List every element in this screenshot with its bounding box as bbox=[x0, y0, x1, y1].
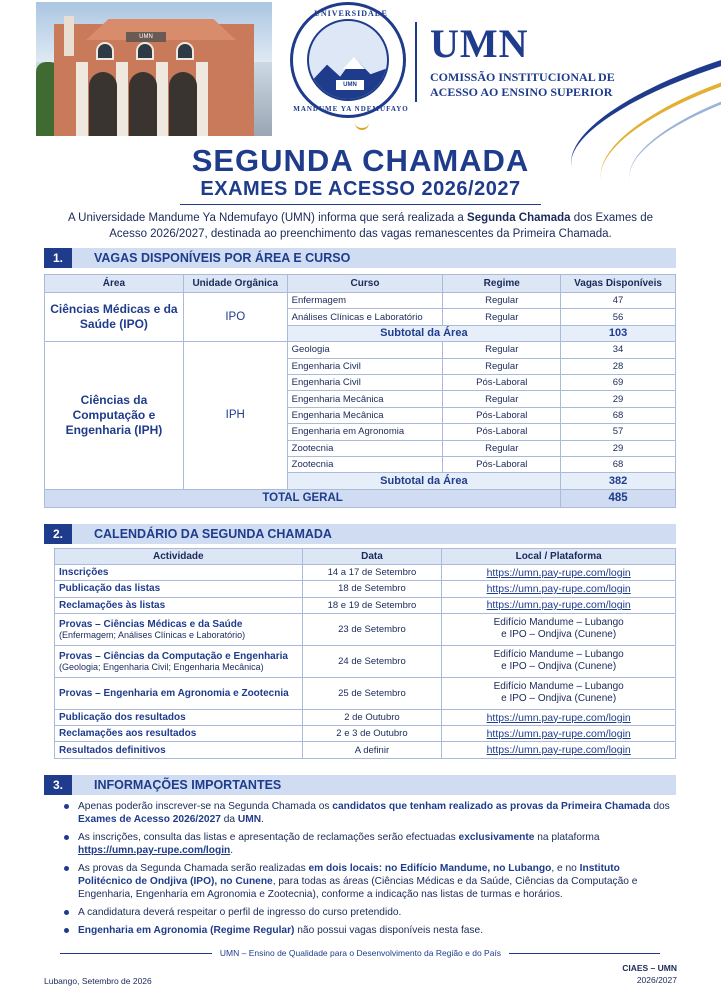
commission-line-1: COMISSÃO INSTITUCIONAL DE bbox=[430, 70, 615, 84]
course-cell: Zootecnia bbox=[287, 456, 443, 472]
platform-link[interactable]: https://umn.pay-rupe.com/login bbox=[442, 565, 676, 581]
footer-org bbox=[622, 962, 677, 986]
date-cell: 18 de Setembro bbox=[302, 581, 442, 597]
regime-cell: Pós-Laboral bbox=[443, 407, 561, 423]
location-cell: Edifício Mandume – Lubango e IPO – Ondjiva (Cunene) bbox=[442, 645, 676, 677]
course-cell: Zootecnia bbox=[287, 440, 443, 456]
date-cell: 14 a 17 de Setembro bbox=[302, 565, 442, 581]
vacancies-cell: 47 bbox=[561, 293, 676, 309]
area-name: Ciências da Computação e Engenharia (IPH) bbox=[45, 342, 184, 490]
header-divider bbox=[415, 22, 417, 102]
regime-cell: Regular bbox=[443, 358, 561, 374]
course-cell: Engenharia Mecânica bbox=[287, 407, 443, 423]
vacancies-cell: 69 bbox=[561, 374, 676, 390]
mountain-icon bbox=[309, 55, 389, 101]
col-header-course: Curso bbox=[287, 275, 443, 293]
course-cell: Engenharia Mecânica bbox=[287, 391, 443, 407]
col-header-unit: Unidade Orgânica bbox=[183, 275, 287, 293]
footer-place-date: Lubango, Setembro de 2026 bbox=[44, 976, 152, 986]
subtotal-value: 103 bbox=[561, 325, 676, 341]
book-icon: UMN bbox=[335, 79, 365, 91]
list-item: As inscrições, consulta das listas e apresentação de reclamações serão efectuadas exclusivamente na plataforma https://umn.pay-rupe.com/login. bbox=[62, 831, 676, 857]
col-header-activity: Actividade bbox=[55, 549, 303, 565]
vacancies-cell: 57 bbox=[561, 424, 676, 440]
total-row bbox=[45, 489, 676, 507]
header bbox=[0, 0, 721, 138]
total-value: 485 bbox=[561, 489, 676, 507]
course-cell: Enfermagem bbox=[287, 293, 443, 309]
vacancies-cell: 28 bbox=[561, 358, 676, 374]
course-cell: Engenharia Civil bbox=[287, 358, 443, 374]
activity-cell: Resultados definitivos bbox=[55, 742, 303, 758]
date-cell: 25 de Setembro bbox=[302, 677, 442, 709]
activity-cell: Inscrições bbox=[55, 565, 303, 581]
seal-text-bottom: MANDUME YA NDEMUFAYO bbox=[293, 105, 409, 113]
vacancies-cell: 29 bbox=[561, 391, 676, 407]
table-row bbox=[55, 677, 676, 709]
regime-cell: Regular bbox=[443, 309, 561, 325]
table-row bbox=[55, 645, 676, 677]
date-cell: 23 de Setembro bbox=[302, 613, 442, 645]
course-cell: Análises Clínicas e Laboratório bbox=[287, 309, 443, 325]
regime-cell: Pós-Laboral bbox=[443, 424, 561, 440]
section-3-header bbox=[44, 775, 676, 795]
title-divider bbox=[180, 204, 541, 205]
table-row bbox=[55, 742, 676, 758]
location-cell: Edifício Mandume – Lubango e IPO – Ondjiva (Cunene) bbox=[442, 613, 676, 645]
activity-cell: Provas – Ciências Médicas e da Saúde (Enfermagem; Análises Clínicas e Laboratório) bbox=[55, 613, 303, 645]
table-header-row bbox=[45, 275, 676, 293]
table-row bbox=[55, 581, 676, 597]
footer-year: 2026/2027 bbox=[636, 975, 677, 985]
platform-link[interactable]: https://umn.pay-rupe.com/login bbox=[78, 845, 231, 856]
table-row bbox=[45, 342, 676, 358]
section-1-number: 1. bbox=[44, 248, 72, 268]
activity-cell: Publicação das listas bbox=[55, 581, 303, 597]
commission-name bbox=[430, 70, 650, 100]
activity-cell: Publicação dos resultados bbox=[55, 709, 303, 725]
subtotal-label: Subtotal da Área bbox=[287, 325, 560, 341]
calendar-table bbox=[54, 548, 676, 759]
footer-tagline: UMN – Ensino de Qualidade para o Desenvolvimento da Região e do País bbox=[0, 948, 721, 958]
section-2-number: 2. bbox=[44, 524, 72, 544]
unit-name: IPH bbox=[183, 342, 287, 490]
course-cell: Engenharia em Agronomia bbox=[287, 424, 443, 440]
list-item: As provas da Segunda Chamada serão realizadas em dois locais: no Edifício Mandume, no Lubango, e no Instituto Politécnico de Ondjiva (IPO), no Cunene, para todas as áreas (Ciências Médicas e da Saúde, Ciências da Computação e Engenharia, Engenharia em Agronomia e Zootecnia), conforme a indicação nas listas de turmas e horários. bbox=[62, 862, 676, 901]
area-name: Ciências Médicas e da Saúde (IPO) bbox=[45, 293, 184, 342]
laurel-ornament-icon bbox=[355, 122, 369, 130]
activity-cell: Provas – Engenharia em Agronomia e Zootecnia bbox=[55, 677, 303, 709]
col-header-vacancies: Vagas Disponíveis bbox=[561, 275, 676, 293]
subtotal-value: 382 bbox=[561, 473, 676, 489]
vacancies-cell: 68 bbox=[561, 456, 676, 472]
col-header-location: Local / Plataforma bbox=[442, 549, 676, 565]
regime-cell: Regular bbox=[443, 391, 561, 407]
table-row bbox=[55, 613, 676, 645]
table-header-row bbox=[55, 549, 676, 565]
list-item: A candidatura deverá respeitar o perfil de ingresso do curso pretendido. bbox=[62, 906, 676, 919]
university-seal bbox=[290, 2, 409, 118]
table-row bbox=[55, 597, 676, 613]
col-header-area: Área bbox=[45, 275, 184, 293]
date-cell: 18 e 19 de Setembro bbox=[302, 597, 442, 613]
photo-sign: UMN bbox=[126, 32, 166, 42]
vacancies-cell: 29 bbox=[561, 440, 676, 456]
date-cell: 24 de Setembro bbox=[302, 645, 442, 677]
subtotal-label: Subtotal da Área bbox=[287, 473, 560, 489]
important-info-list bbox=[62, 800, 676, 942]
platform-link[interactable]: https://umn.pay-rupe.com/login bbox=[442, 597, 676, 613]
platform-link[interactable]: https://umn.pay-rupe.com/login bbox=[442, 581, 676, 597]
university-building-photo bbox=[36, 2, 272, 136]
regime-cell: Pós-Laboral bbox=[443, 374, 561, 390]
col-header-regime: Regime bbox=[443, 275, 561, 293]
regime-cell: Regular bbox=[443, 440, 561, 456]
list-item: Apenas poderão inscrever-se na Segunda Chamada os candidatos que tenham realizado as provas da Primeira Chamada dos Exames de Acesso 2026/2027 da UMN. bbox=[62, 800, 676, 826]
table-row bbox=[55, 565, 676, 581]
activity-cell: Reclamações aos resultados bbox=[55, 726, 303, 742]
col-header-date: Data bbox=[302, 549, 442, 565]
section-2-header bbox=[44, 524, 676, 544]
date-cell: A definir bbox=[302, 742, 442, 758]
intro-paragraph: A Universidade Mandume Ya Ndemufayo (UMN) informa que será realizada a Segunda Chamada dos Exames de Acesso 2026/2027, destinada ao preenchimento das vagas remanescentes da Primeira Chamada. bbox=[67, 212, 654, 240]
course-cell: Geologia bbox=[287, 342, 443, 358]
platform-link[interactable]: https://umn.pay-rupe.com/login bbox=[442, 726, 676, 742]
page-title: SEGUNDA CHAMADA bbox=[191, 143, 530, 178]
regime-cell: Regular bbox=[443, 293, 561, 309]
regime-cell: Pós-Laboral bbox=[443, 456, 561, 472]
regime-cell: Regular bbox=[443, 342, 561, 358]
date-cell: 2 de Outubro bbox=[302, 709, 442, 725]
vacancies-table bbox=[44, 274, 676, 508]
list-item: Engenharia em Agronomia (Regime Regular) não possui vagas disponíveis nesta fase. bbox=[62, 924, 676, 937]
page-subtitle: EXAMES DE ACESSO 2026/2027 bbox=[200, 178, 521, 200]
section-3-title: INFORMAÇÕES IMPORTANTES bbox=[94, 778, 282, 792]
section-1-title: VAGAS DISPONÍVEIS POR ÁREA E CURSO bbox=[94, 251, 351, 265]
section-1-header bbox=[44, 248, 676, 268]
table-row bbox=[45, 293, 676, 309]
vacancies-cell: 34 bbox=[561, 342, 676, 358]
seal-text-top: UNIVERSIDADE bbox=[314, 9, 388, 18]
commission-line-2: ACESSO AO ENSINO SUPERIOR bbox=[430, 85, 613, 99]
footer-org-name: CIAES – UMN bbox=[622, 963, 677, 973]
location-cell: Edifício Mandume – Lubango e IPO – Ondjiva (Cunene) bbox=[442, 677, 676, 709]
vacancies-cell: 68 bbox=[561, 407, 676, 423]
activity-cell: Reclamações às listas bbox=[55, 597, 303, 613]
date-cell: 2 e 3 de Outubro bbox=[302, 726, 442, 742]
total-label: TOTAL GERAL bbox=[45, 489, 561, 507]
course-cell: Engenharia Civil bbox=[287, 374, 443, 390]
platform-link[interactable]: https://umn.pay-rupe.com/login bbox=[442, 709, 676, 725]
vacancies-cell: 56 bbox=[561, 309, 676, 325]
platform-link[interactable]: https://umn.pay-rupe.com/login bbox=[442, 742, 676, 758]
table-row bbox=[55, 726, 676, 742]
activity-cell: Provas – Ciências da Computação e Engenharia (Geologia; Engenharia Civil; Engenharia Mecânica) bbox=[55, 645, 303, 677]
brand-logo-text: UMN bbox=[430, 21, 529, 66]
section-3-number: 3. bbox=[44, 775, 72, 795]
section-2-title: CALENDÁRIO DA SEGUNDA CHAMADA bbox=[94, 527, 332, 541]
table-row bbox=[55, 709, 676, 725]
unit-name: IPO bbox=[183, 293, 287, 342]
